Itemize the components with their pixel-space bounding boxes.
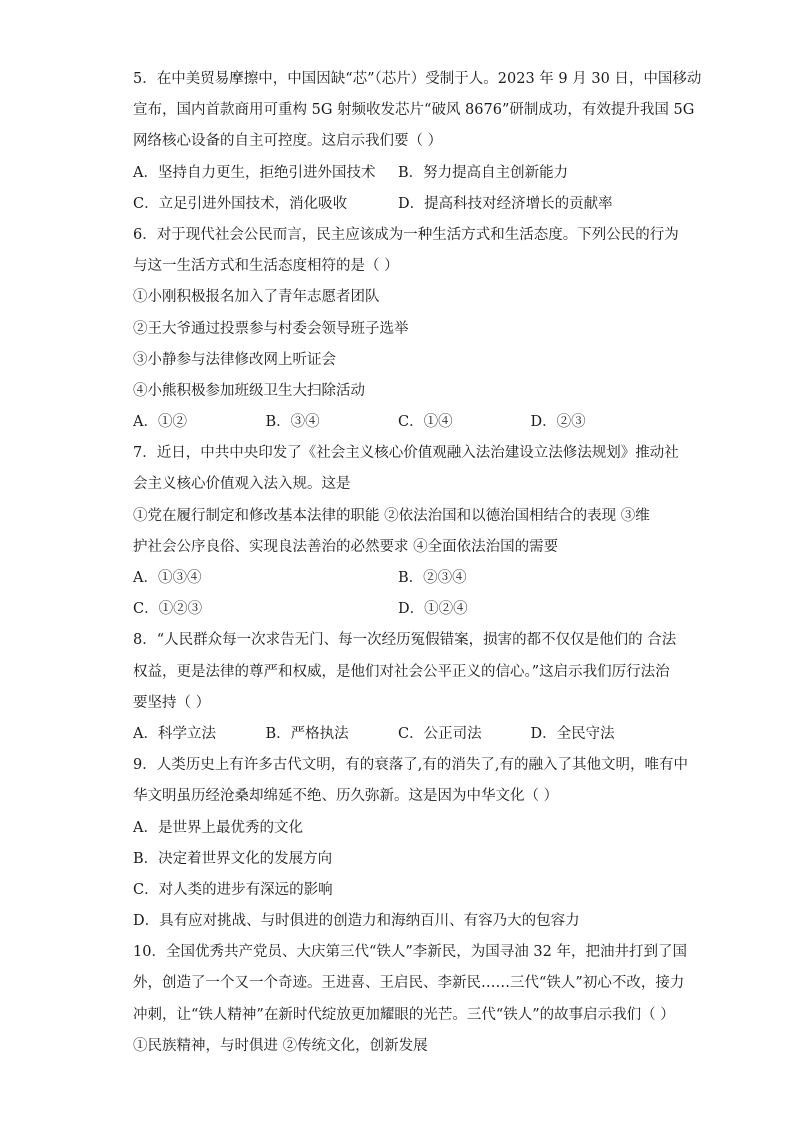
question-6-statement-1: ①小刚积极报名加入了青年志愿者团队 [133,289,380,306]
question-6-option-d: D．②③ [530,414,586,431]
question-5-options-row-1 [133,158,663,189]
question-8-option-b: B．严格执法 [265,725,349,742]
question-9-option-d: D．具有应对挑战、与时俱进的创造力和海纳百川、有容乃大的包容力 [133,913,580,930]
question-10-stem-line-1: 10．全国优秀共产党员、大庆第三代“铁人”李新民，为国寻油 32 年，把油井打到了国 [133,944,687,961]
question-6 [133,220,679,438]
question-10-statements-line-1: ①民族精神，与时俱进 ②传统文化，创新发展 [133,1037,428,1054]
question-8-options-row [133,719,663,750]
question-5-stem-line-2: 宣布，国内首款商用可重构 5G 射频收发芯片“破风 8676”研制成功，有效提升我国 5G [133,102,695,119]
question-5-stem-line-3: 网络核心设备的自主可控度。这启示我们要（ ） [133,133,443,150]
question-7-stem-line-1: 7．近日，中共中央印发了《社会主义核心价值观融入法治建设立法修法规划》推动社 [133,445,679,462]
question-7-option-a: A．①③④ [133,570,202,586]
question-10 [133,937,687,1062]
question-8-option-d: D．全民守法 [530,725,615,742]
question-7-option-b: B．②③④ [398,570,467,586]
question-7-options-row-2 [133,594,663,625]
question-5 [133,64,702,220]
question-10-stem-line-2: 外，创造了一个又一个奇迹。王进喜、王启民、李新民……三代“铁人”初心不改，接力 [133,975,685,992]
question-5-option-a: A．坚持自力更生，拒绝引进外国技术 [133,164,376,181]
question-7-option-d: D．①②④ [398,601,468,618]
question-8 [133,625,677,750]
question-6-statement-4: ④小熊积极参加班级卫生大扫除活动 [133,382,365,399]
question-6-option-a: A．①② [133,414,187,431]
question-6-option-b: B．③④ [265,414,320,431]
question-6-stem-line-1: 6．对于现代社会公民而言，民主应该成为一种生活方式和生活态度。下列公民的行为 [133,226,679,243]
question-5-options-row-2 [133,189,663,220]
question-8-stem-line-2: 权益，更是法律的尊严和权威，是他们对社会公平正义的信心。”这启示我们厉行法治 [133,663,670,680]
question-6-statement-2: ②王大爷通过投票参与村委会领导班子选举 [133,320,409,337]
question-6-options-row [133,407,663,438]
question-7 [133,438,679,625]
question-9 [133,750,688,937]
question-5-option-c: C．立足引进外国技术，消化吸收 [133,195,348,212]
question-7-stem-line-2: 会主义核心价值观入法入规。这是 [133,476,351,493]
question-8-option-c: C．公正司法 [398,725,482,742]
question-7-statements-line-1: ①党在履行制定和修改基本法律的职能 ②依法治国和以德治国相结合的表现 ③维 [133,507,650,524]
question-10-stem-line-3: 冲刺，让“铁人精神”在新时代绽放更加耀眼的光芒。三代“铁人”的故事启示我们（ ） [133,1006,675,1023]
question-5-option-b: B．努力提高自主创新能力 [398,164,569,181]
question-8-option-a: A．科学立法 [133,725,216,742]
question-5-option-d: D．提高科技对经济增长的贡献率 [398,195,613,212]
question-9-stem-line-1: 9．人类历史上有许多古代文明，有的衰落了,有的消失了,有的融入了其他文明，唯有中 [133,757,688,774]
question-7-statements-line-2: 护社会公序良俗、实现良法善治的必然要求 ④全面依法治国的需要 [133,538,559,555]
question-7-options-row-1 [133,563,663,594]
question-8-stem-line-3: 要坚持（ ） [133,694,211,711]
question-6-stem-line-2: 与这一生活方式和生活态度相符的是（ ） [133,258,399,275]
question-9-option-a: A．是世界上最优秀的文化 [133,819,303,836]
question-9-stem-line-2: 华文明虽历经沧桑却绵延不绝、历久弥新。这是因为中华文化（ ） [133,788,559,805]
question-9-option-b: B．决定着世界文化的发展方向 [133,850,333,867]
question-7-option-c: C．①②③ [133,601,203,618]
question-5-stem-line-1: 5．在中美贸易摩擦中，中国因缺“芯”（芯片）受制于人。2023 年 9 月 30 日，中国移动 [133,71,702,87]
question-9-option-c: C．对人类的进步有深远的影响 [133,881,333,898]
question-6-option-c: C．①④ [398,414,453,431]
question-list [133,64,702,1062]
question-6-statement-3: ③小静参与法律修改网上听证会 [133,351,336,368]
question-8-stem-line-1: 8．“人民群众每一次求告无门、每一次经历冤假错案，损害的都不仅仅是他们的 合法 [133,632,677,649]
